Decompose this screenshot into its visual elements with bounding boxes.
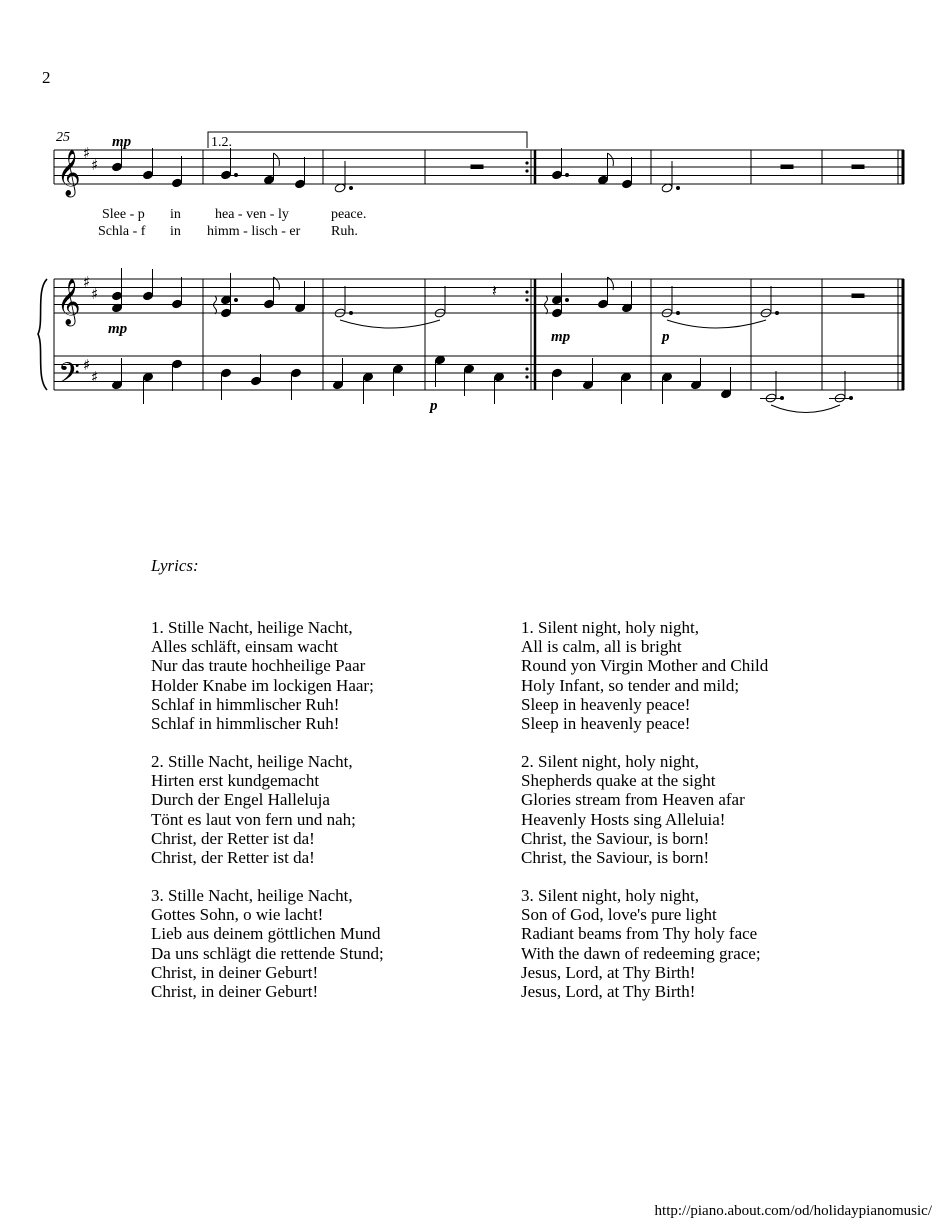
- lyric-syllable: Slee - p: [102, 207, 145, 222]
- svg-text:♯: ♯: [83, 144, 91, 162]
- verse-line: Christ, the Saviour, is born!: [521, 848, 710, 868]
- svg-text:♯: ♯: [91, 368, 99, 386]
- verse-line: With the dawn of redeeming grace;: [521, 943, 761, 963]
- svg-text:𝄽: 𝄽: [492, 281, 497, 300]
- dynamic-piano-m6: p: [662, 329, 670, 345]
- footer-url[interactable]: http://piano.about.com/od/holidaypianomusic/: [654, 1203, 932, 1219]
- piano-brace: [38, 279, 47, 390]
- verse-line: 2. Stille Nacht, heilige Nacht,: [151, 752, 353, 771]
- verse-line: Holder Knabe im lockigen Haar;: [151, 675, 374, 695]
- lyric-syllable: Ruh.: [331, 224, 358, 239]
- sheet-music-score: [0, 0, 950, 430]
- lyric-syllable: peace.: [331, 207, 367, 222]
- treble-clef-icon: 𝄞: [57, 279, 81, 325]
- page-number: 2: [42, 68, 51, 87]
- verse-line: 3. Silent night, holy night,: [521, 886, 700, 905]
- verse-line: Glories stream from Heaven afar: [521, 790, 745, 810]
- verse-line: Christ, the Saviour, is born!: [521, 828, 710, 848]
- verse-line: All is calm, all is bright: [521, 637, 682, 657]
- verse-line: Christ, in deiner Geburt!: [151, 962, 319, 982]
- svg-text:♯: ♯: [91, 285, 99, 303]
- verse-line: Christ, in deiner Geburt!: [151, 982, 319, 1002]
- verse-line: Round yon Virgin Mother and Child: [521, 656, 769, 676]
- verse-line: Schlaf in himmlischer Ruh!: [151, 694, 340, 714]
- lyric-syllable: in: [170, 207, 181, 222]
- lyric-syllable: himm - lisch - er: [207, 224, 301, 239]
- verse-line: Christ, der Retter ist da!: [151, 828, 315, 848]
- lyric-syllable: Schla - f: [98, 224, 146, 239]
- verse-english-2: [521, 752, 745, 867]
- verse-line: 3. Stille Nacht, heilige Nacht,: [151, 886, 353, 905]
- lyric-syllable: hea - ven - ly: [215, 207, 289, 222]
- verse-line: Holy Infant, so tender and mild;: [521, 675, 740, 695]
- verse-line: Son of God, love's pure light: [521, 905, 717, 925]
- dynamic-piano-m5: mp: [551, 329, 571, 345]
- svg-text:♯: ♯: [83, 273, 91, 291]
- svg-text:♯: ♯: [83, 356, 91, 374]
- verse-line: Radiant beams from Thy holy face: [521, 924, 758, 944]
- verse-line: Jesus, Lord, at Thy Birth!: [521, 962, 696, 982]
- verse-line: Hirten erst kundgemacht: [151, 771, 320, 791]
- verse-line: 2. Silent night, holy night,: [521, 752, 700, 771]
- dynamic-voice: mp: [112, 134, 132, 150]
- measure-number: 25: [56, 130, 70, 145]
- verse-line: Sleep in heavenly peace!: [521, 714, 691, 734]
- verse-german-2: [151, 752, 356, 867]
- verse-line: Sleep in heavenly peace!: [521, 694, 691, 714]
- treble-clef-icon: 𝄞: [57, 150, 81, 196]
- volta-label: 1.2.: [211, 135, 232, 150]
- verse-english-1: [521, 618, 768, 733]
- svg-text:♯: ♯: [91, 156, 99, 174]
- verse-line: 1. Stille Nacht, heilige Nacht,: [151, 618, 353, 637]
- verse-german-1: [151, 618, 374, 733]
- bass-clef-icon: 𝄢: [58, 357, 80, 397]
- verse-line: Christ, der Retter ist da!: [151, 848, 315, 868]
- lyric-syllable: in: [170, 224, 181, 239]
- dynamic-piano: mp: [108, 321, 128, 337]
- verse-line: Da uns schlägt die rettende Stund;: [151, 943, 384, 963]
- verse-line: 1. Silent night, holy night,: [521, 618, 700, 637]
- verse-line: Tönt es laut von fern und nah;: [151, 809, 356, 829]
- verse-line: Heavenly Hosts sing Alleluia!: [521, 809, 726, 829]
- verse-line: Shepherds quake at the sight: [521, 771, 716, 791]
- verse-line: Durch der Engel Halleluja: [151, 790, 330, 810]
- verse-line: Gottes Sohn, o wie lacht!: [151, 905, 324, 925]
- lyrics-heading: Lyrics:: [151, 556, 199, 575]
- verse-german-3: [151, 886, 384, 1001]
- dynamic-bass: p: [430, 398, 438, 414]
- verse-line: Nur das traute hochheilige Paar: [151, 656, 366, 676]
- verse-english-3: [521, 886, 761, 1001]
- verse-line: Alles schläft, einsam wacht: [151, 637, 338, 657]
- verse-line: Jesus, Lord, at Thy Birth!: [521, 982, 696, 1002]
- verse-line: Lieb aus deinem göttlichen Mund: [151, 924, 381, 944]
- verse-line: Schlaf in himmlischer Ruh!: [151, 714, 340, 734]
